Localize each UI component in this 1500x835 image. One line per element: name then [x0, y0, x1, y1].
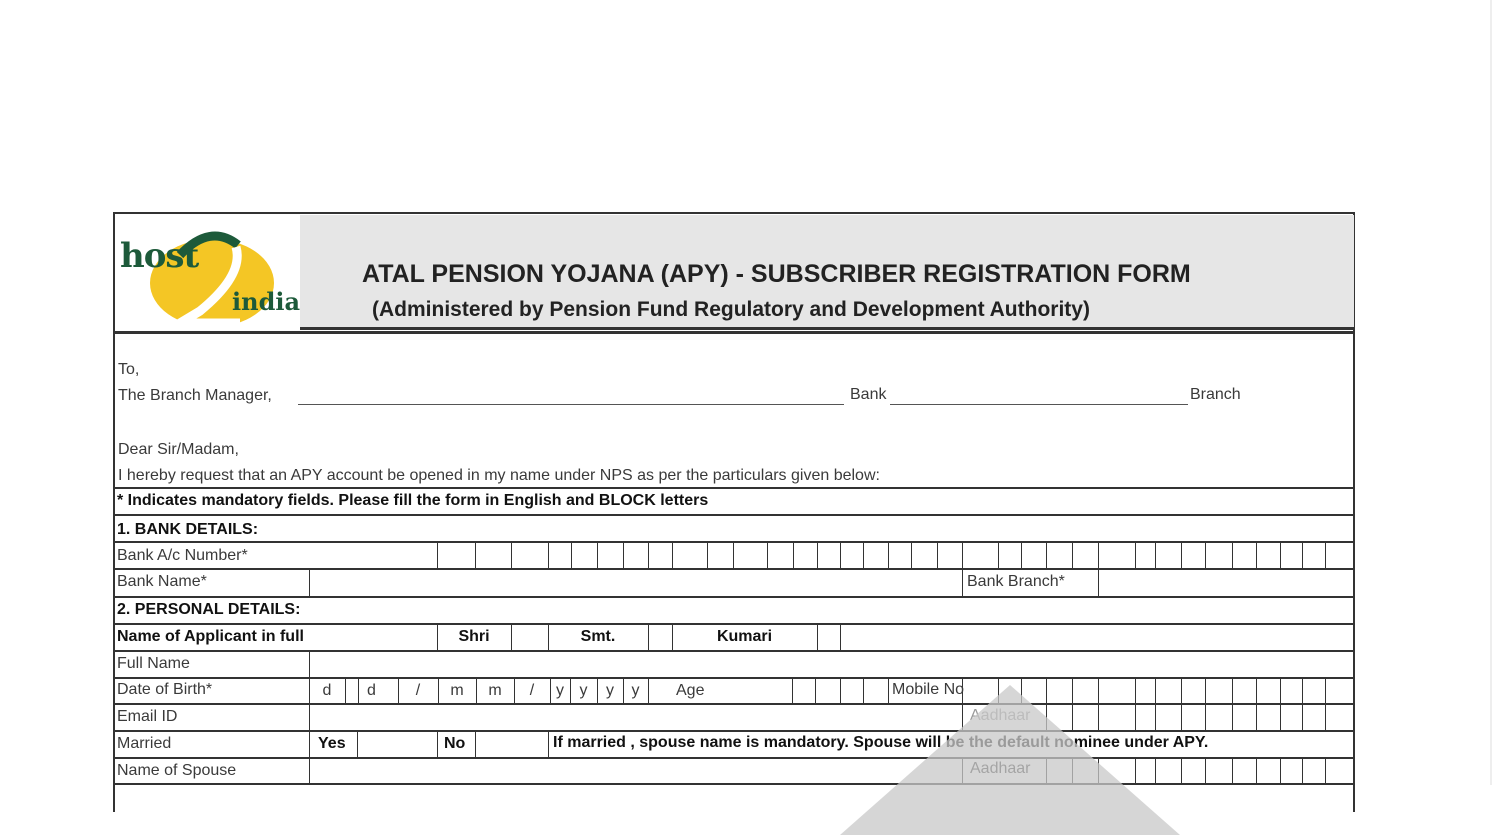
account-digit-box[interactable] [437, 541, 438, 568]
account-digit-box[interactable] [1135, 541, 1136, 568]
account-digit-box[interactable] [998, 541, 999, 568]
account-digit-box[interactable] [817, 541, 818, 568]
dob-mobile-box[interactable] [1280, 677, 1281, 703]
dob-placeholder: y [556, 682, 564, 699]
account-digit-box[interactable] [1181, 541, 1182, 568]
dob-placeholder: y [606, 682, 614, 699]
dob-mobile-box[interactable] [1256, 677, 1257, 703]
married-checkbox[interactable] [357, 730, 358, 757]
aadhaar-box[interactable] [1181, 703, 1182, 730]
dob-placeholder: m [450, 682, 464, 699]
bank-name-blank[interactable] [298, 404, 844, 405]
bank-branch-field[interactable] [1098, 568, 1099, 596]
dob-mobile-box[interactable] [792, 677, 793, 703]
dob-placeholder: d [322, 682, 332, 699]
dob-placeholder: / [415, 682, 421, 699]
married-checkbox[interactable] [548, 730, 549, 757]
account-digit-box[interactable] [888, 541, 889, 568]
dob-placeholder: m [488, 682, 502, 699]
logo-host-text: host [120, 236, 199, 276]
account-digit-box[interactable] [1021, 541, 1022, 568]
account-digit-box[interactable] [767, 541, 768, 568]
cell-divider [309, 568, 310, 596]
married-note: If married , spouse name is mandatory. Spouse will be the default nominee under APY. [553, 734, 1209, 751]
title-checkbox[interactable] [840, 623, 841, 650]
account-digit-box[interactable] [840, 541, 841, 568]
personal-details-heading: 2. PERSONAL DETAILS: [117, 601, 301, 618]
branch-blank[interactable] [890, 404, 1188, 405]
account-digit-box[interactable] [571, 541, 572, 568]
aadhaar-box[interactable] [1205, 703, 1206, 730]
row-divider [113, 650, 1355, 652]
account-digit-box[interactable] [1256, 541, 1257, 568]
married-checkbox[interactable] [437, 730, 438, 757]
spouse-aadhaar-box[interactable] [1256, 757, 1257, 783]
aadhaar-box[interactable] [1325, 703, 1326, 730]
account-digit-box[interactable] [793, 541, 794, 568]
dob-mobile-box[interactable] [1302, 677, 1303, 703]
dob-placeholder: d [367, 682, 376, 699]
account-digit-box[interactable] [623, 541, 624, 568]
logo-india-text: india [232, 287, 301, 316]
account-digit-box[interactable] [1155, 541, 1156, 568]
account-digit-box[interactable] [1072, 541, 1073, 568]
aadhaar-box[interactable] [1256, 703, 1257, 730]
dob-placeholder: y [631, 682, 640, 699]
page-edge [1490, 0, 1492, 785]
dob-mobile-box[interactable] [648, 677, 649, 703]
row-divider [113, 677, 1355, 679]
letter-manager: The Branch Manager, [118, 387, 272, 404]
row-divider [113, 514, 1355, 516]
form-subtitle: (Administered by Pension Fund Regulatory and Development Authority) [372, 298, 1090, 321]
divider [113, 331, 1355, 334]
smt-label: Smt. [580, 628, 616, 645]
account-digit-box[interactable] [911, 541, 912, 568]
aadhaar-label: Aadhaar [970, 707, 1031, 724]
account-digit-box[interactable] [597, 541, 598, 568]
account-digit-box[interactable] [475, 541, 476, 568]
title-checkbox[interactable] [511, 623, 512, 650]
row-divider [113, 623, 1355, 625]
account-digit-box[interactable] [511, 541, 512, 568]
spouse-aadhaar-box[interactable] [1325, 757, 1326, 783]
title-checkbox[interactable] [648, 623, 649, 650]
dob-placeholder: y [579, 682, 588, 699]
aadhaar-box[interactable] [1232, 703, 1233, 730]
title-checkbox[interactable] [817, 623, 818, 650]
account-digit-box[interactable] [962, 541, 963, 568]
dob-mobile-box[interactable] [1205, 677, 1206, 703]
dob-mobile-box[interactable] [1232, 677, 1233, 703]
aadhaar-box[interactable] [1280, 703, 1281, 730]
spouse-label: Name of Spouse [117, 762, 237, 779]
row-divider [113, 568, 1355, 570]
full-name-label: Full Name [117, 655, 190, 672]
bank-name-label: Bank Name* [117, 573, 207, 590]
account-digit-box[interactable] [1046, 541, 1047, 568]
dob-mobile-box[interactable] [815, 677, 816, 703]
account-digit-box[interactable] [672, 541, 673, 568]
dob-placeholder: / [529, 682, 535, 699]
email-label: Email ID [117, 708, 178, 725]
row-divider [113, 541, 1355, 543]
spouse-aadhaar-box[interactable] [1302, 757, 1303, 783]
account-digit-box[interactable] [1232, 541, 1233, 568]
kumari-label: Kumari [716, 628, 773, 645]
married-label: Married [117, 735, 172, 752]
letter-salutation: Dear Sir/Madam, [118, 441, 239, 458]
letter-to: To, [118, 361, 140, 378]
married-yes-label: Yes [318, 735, 346, 752]
row-divider [113, 596, 1355, 598]
account-digit-box[interactable] [1205, 541, 1206, 568]
account-number-label: Bank A/c Number* [117, 547, 248, 564]
married-no-label: No [444, 735, 466, 752]
bank-branch-label: Bank Branch* [967, 573, 1065, 590]
account-digit-box[interactable] [1325, 541, 1326, 568]
account-digit-box[interactable] [648, 541, 649, 568]
account-digit-box[interactable] [1098, 541, 1099, 568]
account-digit-box[interactable] [863, 541, 864, 568]
spouse-aadhaar-label: Aadhaar [970, 760, 1031, 777]
spouse-aadhaar-box[interactable] [1205, 757, 1206, 783]
shri-label: Shri [458, 628, 490, 645]
account-digit-box[interactable] [707, 541, 708, 568]
dob-label: Date of Birth* [117, 681, 213, 698]
letter-bank: Bank [850, 386, 887, 403]
dob-mobile-box[interactable] [1325, 677, 1326, 703]
row-divider [113, 487, 1355, 489]
spouse-aadhaar-box[interactable] [1232, 757, 1233, 783]
account-digit-box[interactable] [733, 541, 734, 568]
married-checkbox[interactable] [475, 730, 476, 757]
applicant-label: Name of Applicant in full [117, 628, 304, 645]
account-digit-box[interactable] [1302, 541, 1303, 568]
account-digit-box[interactable] [548, 541, 549, 568]
age-label: Age [676, 682, 705, 699]
cell-divider [962, 568, 963, 596]
spouse-aadhaar-box[interactable] [1181, 757, 1182, 783]
letter-branch: Branch [1190, 386, 1241, 403]
letter-request: I hereby request that an APY account be opened in my name under NPS as per the particulars given below: [118, 467, 880, 484]
bank-details-heading: 1. BANK DETAILS: [117, 521, 259, 538]
account-digit-box[interactable] [1280, 541, 1281, 568]
cell-divider [309, 650, 310, 783]
dob-mobile-box[interactable] [1181, 677, 1182, 703]
scroll-up-arrow-icon[interactable] [840, 685, 1180, 835]
spouse-aadhaar-box[interactable] [1280, 757, 1281, 783]
form-title: ATAL PENSION YOJANA (APY) - SUBSCRIBER REGISTRATION FORM [362, 260, 1191, 288]
mandatory-notice: * Indicates mandatory fields. Please fill the form in English and BLOCK letters [117, 492, 709, 509]
account-digit-box[interactable] [937, 541, 938, 568]
mobile-label: Mobile No [892, 681, 965, 698]
aadhaar-box[interactable] [1302, 703, 1303, 730]
